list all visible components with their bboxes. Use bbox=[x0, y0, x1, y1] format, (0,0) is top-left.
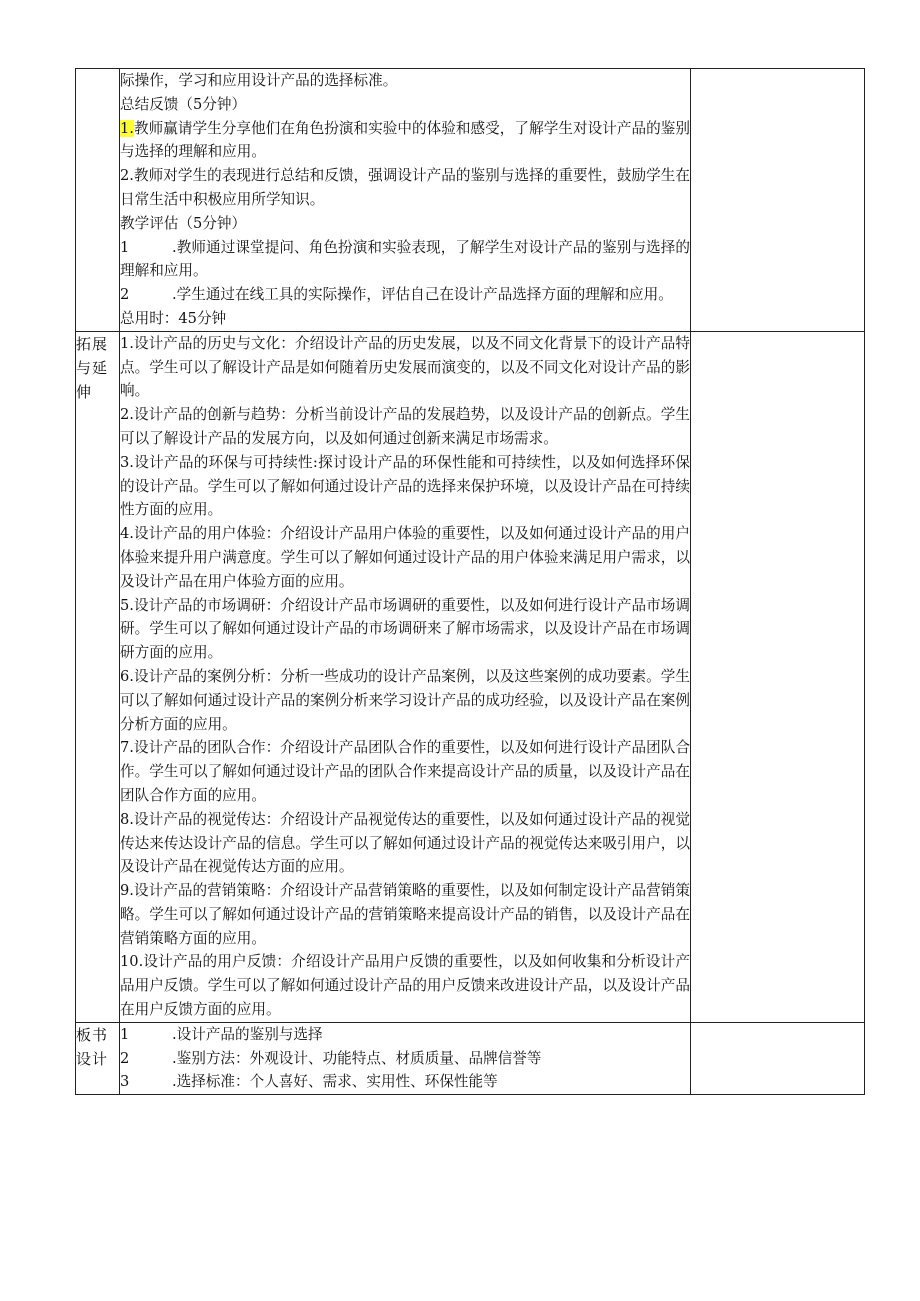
row-label-extension: 拓展与延伸 bbox=[76, 331, 120, 1022]
list-item: 10.设计产品的用户反馈：介绍设计产品用户反馈的重要性，以及如何收集和分析设计产品用户反馈。学生可以了解如何通过设计产品的用户反馈来改进设计产品，以及设计产品在用户反馈方面的应用。 bbox=[120, 953, 690, 1019]
eval-item-1 bbox=[120, 236, 690, 284]
list-item: 5.设计产品的市场调研：介绍设计产品市场调研的重要性，以及如何进行设计产品市场调研。学生可以了解如何通过设计产品的市场调研来了解市场需求，以及设计产品在市场调研方面的应用。 bbox=[120, 596, 690, 662]
text-line: 际操作，学习和应用设计产品的选择标准。 bbox=[120, 72, 398, 89]
feedback-item-2: 2.教师对学生的表现进行总结和反馈，强调设计产品的鉴别与选择的重要性，鼓励学生在日常生活中积极应用所学知识。 bbox=[120, 167, 690, 208]
notes-cell-2 bbox=[691, 331, 865, 1022]
eval-item-2-number: 2 bbox=[120, 286, 130, 304]
board-item-1-text: .设计产品的鉴别与选择 bbox=[172, 1025, 323, 1043]
lesson-plan-table bbox=[75, 68, 865, 1095]
list-item: 3.设计产品的环保与可持续性:探讨设计产品的环保性能和可持续性，以及如何选择环保的设计产品。学生可以了解如何通过设计产品的选择来保护环境，以及设计产品在可持续性方面的应用。 bbox=[120, 453, 690, 519]
row-label-empty bbox=[76, 69, 120, 332]
notes-cell-1 bbox=[691, 69, 865, 332]
board-item-2-number: 2 bbox=[120, 1049, 130, 1067]
list-item: 4.设计产品的用户体验：介绍设计产品用户体验的重要性，以及如何通过设计产品的用户体验来提升用户满意度。学生可以了解如何通过设计产品的用户体验来满足用户需求，以及设计产品在用户体验方面的应用。 bbox=[120, 525, 690, 590]
section-heading-evaluation: 教学评估（5分钟） bbox=[120, 214, 247, 232]
summary-content-cell bbox=[120, 69, 691, 332]
board-design-content-cell bbox=[120, 1022, 691, 1094]
extension-content-cell bbox=[120, 331, 691, 1022]
row-label-board-design: 板书设计 bbox=[76, 1022, 120, 1094]
board-item-2 bbox=[120, 1047, 690, 1071]
section-heading-feedback: 总结反馈（5分钟） bbox=[120, 95, 247, 113]
board-item-2-text: .鉴别方法：外观设计、功能特点、材质质量、品牌信誉等 bbox=[172, 1049, 542, 1067]
table-row-summary bbox=[76, 69, 865, 332]
table-row-extension bbox=[76, 331, 865, 1022]
board-item-3-number: 3 bbox=[120, 1073, 130, 1091]
list-item: 2.设计产品的创新与趋势：分析当前设计产品的发展趋势，以及设计产品的创新点。学生可以了解设计产品的发展方向，以及如何通过创新来满足市场需求。 bbox=[120, 406, 690, 447]
list-item: 6.设计产品的案例分析：分析一些成功的设计产品案例，以及这些案例的成功要素。学生可以了解如何通过设计产品的案例分析来学习设计产品的成功经验，以及设计产品在案例分析方面的应用。 bbox=[120, 667, 690, 733]
list-item: 8.设计产品的视觉传达：介绍设计产品视觉传达的重要性，以及如何通过设计产品的视觉传达来传达设计产品的信息。学生可以了解如何通过设计产品的视觉传达来吸引用户，以及设计产品在视觉传达方面的应用。 bbox=[120, 810, 690, 876]
eval-item-1-number: 1 bbox=[120, 238, 130, 256]
board-item-1 bbox=[120, 1023, 690, 1047]
feedback-item-1-text: 教师赢请学生分享他们在角色扮演和实验中的体验和感受，了解学生对设计产品的鉴别与选择的理解和应用。 bbox=[120, 119, 690, 161]
list-item: 9.设计产品的营销策略：介绍设计产品营销策略的重要性，以及如何制定设计产品营销策略。学生可以了解如何通过设计产品的营销策略来提高设计产品的销售，以及设计产品在营销策略方面的应用。 bbox=[120, 882, 690, 947]
eval-item-2 bbox=[120, 283, 690, 307]
board-item-3 bbox=[120, 1070, 690, 1094]
board-item-1-number: 1 bbox=[120, 1025, 130, 1043]
list-item: 1.设计产品的历史与文化：介绍设计产品的历史发展，以及不同文化背景下的设计产品特点。学生可以了解设计产品是如何随着历史发展而演变的，以及不同文化对设计产品的影响。 bbox=[120, 334, 690, 400]
list-item: 7.设计产品的团队合作：介绍设计产品团队合作的重要性，以及如何进行设计产品团队合作。学生可以了解如何通过设计产品的团队合作来提高设计产品的质量，以及设计产品在团队合作方面的应用。 bbox=[120, 739, 690, 804]
notes-cell-3 bbox=[691, 1022, 865, 1094]
highlight-marker: 1. bbox=[120, 119, 134, 137]
table-row-board-design bbox=[76, 1022, 865, 1094]
board-item-3-text: .选择标准：个人喜好、需求、实用性、环保性能等 bbox=[172, 1073, 498, 1091]
feedback-item-1 bbox=[120, 117, 690, 165]
eval-item-2-text: .学生通过在线工具的实际操作，评估自己在设计产品选择方面的理解和应用。 bbox=[172, 286, 673, 304]
eval-item-1-text: .教师通过课堂提问、角色扮演和实验表现，了解学生对设计产品的鉴别与选择的理解和应用。 bbox=[120, 238, 690, 280]
total-time: 总用时：45分钟 bbox=[120, 309, 227, 327]
